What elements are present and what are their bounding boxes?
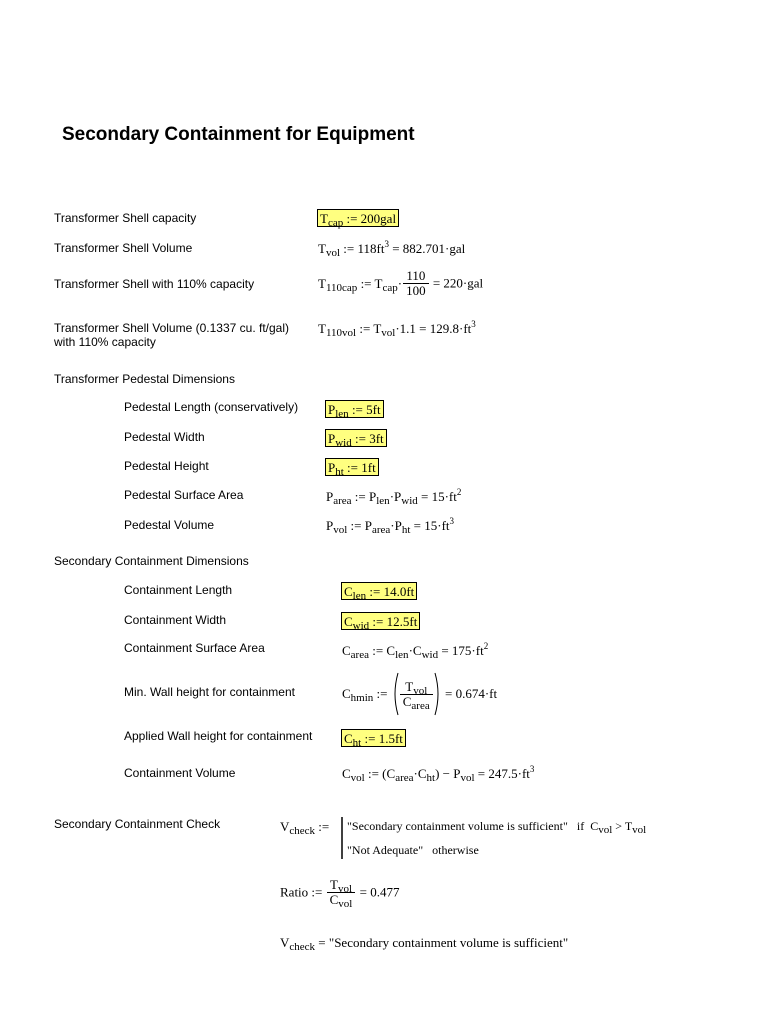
section-containment-dimensions: Secondary Containment Dimensions (54, 554, 249, 568)
value-ratio-result: 0.477 (370, 884, 400, 900)
label-p-area: Pedestal Surface Area (124, 488, 244, 502)
value-c-wid: 12.5ft (386, 614, 418, 629)
value-p-vol-result: 15·ft (424, 518, 450, 533)
value-p-area-result: 15·ft (431, 489, 457, 504)
value-t-vol-input: 118ft (357, 241, 385, 256)
value-p-len: 5ft (366, 402, 381, 417)
value-check-true: "Secondary containment volume is sufficient" (347, 819, 568, 833)
eq-t-cap[interactable]: $T_{cap}$ := 200gal (317, 211, 399, 227)
label-c-wid: Containment Width (124, 613, 227, 627)
value-p-wid: 3ft (369, 431, 384, 446)
value-t-110cap-result: 220·gal (443, 275, 484, 291)
value-t-110cap-num: 110 (406, 268, 426, 283)
label-c-ht: Applied Wall height for containment (124, 729, 313, 743)
value-c-area-result: 175·ft (451, 643, 484, 658)
eq-c-wid[interactable]: $C_{wid}$ := 12.5ft (341, 614, 420, 630)
eq-c-hmin[interactable]: $C_{hmin}$ := $\frac{T_{vol}}{C_{area}}$ = 0.674·ft (342, 672, 497, 716)
keyword-otherwise: otherwise (432, 843, 479, 857)
value-p-ht: 1ft (361, 460, 376, 475)
check-branch-false (347, 842, 479, 858)
value-t-cap: 200gal (360, 211, 397, 226)
eq-p-vol[interactable]: $P_{vol}$ := $P_{area}\cdot P_{ht} = 15\cdot ft^3$ (326, 516, 455, 536)
value-final-result: "Secondary containment volume is sufficient" (328, 935, 569, 950)
eq-p-wid[interactable]: $P_{wid}$ := 3ft (325, 431, 387, 447)
label-check: Secondary Containment Check (54, 817, 221, 831)
section-pedestal-dimensions: Transformer Pedestal Dimensions (54, 372, 235, 386)
eq-p-ht[interactable]: $P_{ht}$ := 1ft (325, 460, 379, 476)
program-bracket-icon (339, 817, 345, 859)
label-t-cap: Transformer Shell capacity (54, 211, 197, 225)
value-t-110vol-result: 129.8·ft (429, 321, 472, 336)
eq-t-110vol[interactable]: $T_{110vol}$ := $T_{vol}\cdot 1.1 = 129.8\cdot ft^3$ (318, 319, 476, 339)
value-check-false: "Not Adequate" (347, 843, 424, 857)
value-t-110cap-den: 100 (403, 283, 429, 298)
label-t-110cap: Transformer Shell with 110% capacity (54, 277, 255, 291)
eq-p-len[interactable]: $P_{len}$ := 5ft (325, 402, 384, 418)
check-branch-true: "Secondary containment volume is sufficient" if $C_{vol} > T_{vol}$ (347, 819, 647, 836)
eq-c-vol[interactable]: $C_{vol}$ := $(C_{area}\cdot C_{ht}) - P_{vol} = 247.5\cdot ft^3$ (342, 764, 535, 784)
ratio-label: Ratio (280, 884, 309, 900)
eq-t-vol[interactable]: $T_{vol}$ := $118ft^3 = 882.701\cdot gal$ (318, 239, 466, 259)
label-p-vol: Pedestal Volume (124, 518, 215, 532)
label-p-len: Pedestal Length (conservatively) (124, 400, 299, 414)
eq-c-len[interactable]: $C_{len}$ := 14.0ft (341, 584, 417, 600)
eq-ratio[interactable]: Ratio := $\frac{T_{vol}}{C_{vol}}$ = 0.477 (280, 877, 400, 910)
right-paren-icon (434, 672, 442, 716)
value-c-ht: 1.5ft (378, 731, 403, 746)
eq-v-check-label[interactable]: $V_{check}$ := (280, 819, 330, 837)
label-t-vol: Transformer Shell Volume (54, 241, 193, 255)
value-c-len: 14.0ft (383, 584, 415, 599)
page-title: Secondary Containment for Equipment (62, 124, 415, 145)
label-c-area: Containment Surface Area (124, 641, 265, 655)
label-c-len: Containment Length (124, 583, 233, 597)
label-t-110vol-line1: Transformer Shell Volume (0.1337 cu. ft/gal) (54, 321, 289, 335)
value-t-110vol-factor: 1.1 (399, 321, 416, 336)
eq-c-area[interactable]: $C_{area}$ := $C_{len}\cdot C_{wid} = 175\cdot ft^2$ (342, 641, 489, 661)
keyword-if: if (576, 819, 585, 833)
eq-c-ht[interactable]: $C_{ht}$ := 1.5ft (341, 731, 406, 747)
left-paren-icon (391, 672, 399, 716)
value-t-vol-result: 882.701·gal (402, 241, 466, 256)
label-c-vol: Containment Volume (124, 766, 236, 780)
value-c-hmin-result: 0.674·ft (455, 686, 498, 701)
label-c-hmin: Min. Wall height for containment (124, 685, 295, 699)
eq-v-check-result[interactable]: $V_{check}$ = "Secondary containment volume is sufficient" (280, 935, 569, 953)
label-t-110vol-line2: with 110% capacity (54, 335, 156, 349)
value-c-vol-result: 247.5·ft (488, 766, 530, 781)
label-p-ht: Pedestal Height (124, 459, 209, 473)
eq-p-area[interactable]: $P_{area}$ := $P_{len}\cdot P_{wid} = 15\cdot ft^2$ (326, 487, 462, 507)
eq-t-110cap[interactable]: $T_{110cap}$ := $T_{cap}\cdot$ $\frac{110}{100}$ = 220·gal (318, 268, 484, 298)
label-p-wid: Pedestal Width (124, 430, 205, 444)
